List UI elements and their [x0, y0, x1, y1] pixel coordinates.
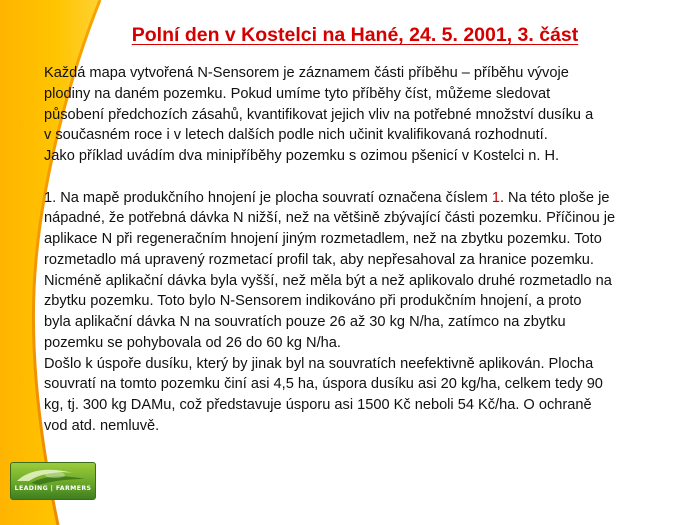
slide-body-text: [44, 63, 672, 437]
slide-title: Polní den v Kostelci na Hané, 24. 5. 2001, 3. část: [131, 24, 579, 46]
story-line: zbytku pozemku. Toto bylo N-Sensorem indikováno při produkčním hnojení, a proto: [44, 293, 582, 310]
story-line: byla aplikační dávka N na souvratích pouze 26 až 30 kg N/ha, zatímco na zbytku: [44, 314, 566, 330]
story-line: pozemku se pohybovala od 26 do 60 kg N/ha.: [44, 334, 341, 351]
story-line: nápadné, že potřebná dávka N nižší, než na většině zbývající části pozemku. Příčinou je: [44, 210, 616, 227]
story-line: rozmetadlo má upravený rozmetací profil tak, aby nepřesahoval za hranice pozemku.: [44, 251, 594, 268]
story-line: Došlo k úspoře dusíku, který by jinak byl na souvratích neefektivně aplikován. Plocha: [44, 355, 594, 372]
intro-line: plodiny na daném pozemku. Pokud umíme tyto příběhy číst, můžeme sledovat: [44, 85, 551, 102]
logo-wordmark: LEADING | FARMERS: [14, 485, 92, 492]
leaf-swoosh-icon: [11, 463, 95, 499]
story-line-text: . Na této ploše je: [499, 189, 610, 206]
intro-line: Jako příklad uvádím dva minipříběhy pozemku s ozimou pšenicí v Kostelci n. H.: [44, 148, 560, 164]
paragraph-spacer: [44, 167, 672, 188]
story-line: souvratí na tomto pozemku činí asi 4,5 ha, úspora dusíku asi 20 kg/ha, celkem tedy 90: [44, 376, 603, 393]
leading-farmers-logo: [10, 462, 96, 500]
intro-line: působení předchozích zásahů, kvantifikovat jejich vliv na potřebné množství dusíku a: [44, 106, 594, 123]
intro-line: Každá mapa vytvořená N-Sensorem je záznamem části příběhu – příběhu vývoje: [44, 65, 569, 81]
story-line: vod atd. nemluvě.: [44, 417, 160, 434]
story-line-text: 1. Na mapě produkčního hnojení je plocha souvratí označena číslem: [44, 189, 492, 206]
story-line-first: [44, 188, 672, 209]
story-line: aplikace N při regeneračním hnojení jiným rozmetadlem, než na zbytku pozemku. Toto: [44, 231, 602, 247]
story-line: Nicméně aplikační dávka byla vyšší, než měla být a než aplikovalo druhé rozmetadlo na: [44, 272, 612, 289]
intro-line: v současném roce i v letech dalších podle nich učinit kvalifikovaná rozhodnutí.: [44, 127, 548, 144]
area-number-highlight: 1: [491, 189, 500, 206]
story-line: kg, tj. 300 kg DAMu, což představuje úsporu asi 1500 Kč neboli 54 Kč/ha. O ochraně: [44, 397, 592, 413]
